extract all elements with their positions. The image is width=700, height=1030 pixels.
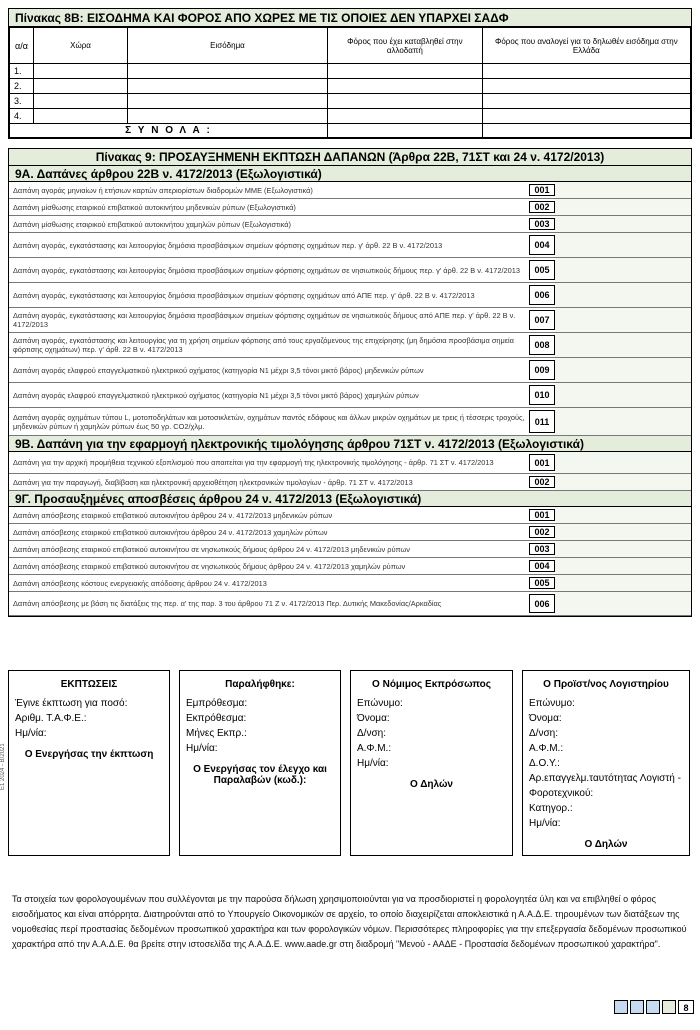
- box-field: Αρ.επαγγελμ.ταυτότητας Λογιστή - Φοροτεχνικού:: [529, 773, 681, 799]
- amount-input[interactable]: [555, 182, 691, 198]
- expense-row: [9, 592, 691, 616]
- expense-row: [9, 216, 691, 233]
- cell-input[interactable]: [128, 64, 328, 79]
- cell-input[interactable]: [34, 79, 128, 94]
- signature-box: [8, 670, 170, 856]
- expense-code: 001: [529, 184, 555, 196]
- box-field: Επώνυμο:: [357, 698, 403, 709]
- expense-label: Δαπάνη μίσθωσης εταιρικού επιβατικού αυτοκινήτου χαμηλών ρύπων (Εξωλογιστικά): [13, 219, 291, 229]
- amount-input[interactable]: [555, 308, 691, 332]
- expense-code: 005: [529, 577, 555, 589]
- amount-input[interactable]: [555, 383, 691, 407]
- expense-code: 011: [529, 410, 555, 433]
- cell-input[interactable]: [482, 94, 690, 109]
- cell-input[interactable]: [128, 79, 328, 94]
- expense-code: 003: [529, 218, 555, 230]
- expense-code: 002: [529, 526, 555, 538]
- expense-row: [9, 199, 691, 216]
- expense-label: Δαπάνη αγοράς, εγκατάστασης και λειτουργίας δημόσια προσβάσιμων σημείων φόρτισης οχημάτων περ. γ' άρθ. 22 Β ν. 4172/2013: [13, 240, 443, 250]
- expense-code: 006: [529, 285, 555, 305]
- page-box: [614, 1000, 628, 1014]
- box-field: Επώνυμο:: [529, 698, 575, 709]
- cell-input[interactable]: [34, 64, 128, 79]
- amount-input[interactable]: [555, 507, 691, 523]
- section-9b-title: 9Β. Δαπάνη για την εφαρμογή ηλεκτρονικής τιμολόγησης άρθρου 71ΣΤ ν. 4172/2013 (Εξωλογιστικά): [9, 436, 691, 452]
- box-field: Ημ/νία:: [357, 758, 389, 769]
- totals-label: Σ Υ Ν Ο Λ Α :: [10, 124, 328, 138]
- box-title: Παραλήφθηκε:: [225, 679, 295, 690]
- expense-code: 001: [529, 509, 555, 521]
- expense-code: 010: [529, 385, 555, 405]
- expense-label: Δαπάνη μίσθωσης εταιρικού επιβατικού αυτοκινήτου μηδενικών ρύπων (Εξωλογιστικά): [13, 202, 296, 212]
- expense-code: 004: [529, 560, 555, 572]
- total-input[interactable]: [328, 124, 483, 138]
- row-number: 3.: [10, 94, 34, 109]
- expense-label: Δαπάνη απόσβεσης εταιρικού επιβατικού αυτοκινήτου άρθρου 24 ν. 4172/2013 χαμηλών ρύπων: [13, 527, 328, 537]
- box-field: Εκπρόθεσμα:: [186, 713, 247, 724]
- box-field: Όνομα:: [357, 713, 390, 724]
- privacy-note: Τα στοιχεία των φορολογουμένων που συλλέγονται με την παρούσα δήλωση χρησιμοποιούνται για να προσδιοριστεί η φορολογητέα ύλη και να επιβληθεί ο φόρος εισοδήματος και είναι απόρρητα. Διατηρούνται από το Υπουργείο Οικονομικών σε αρχείο, το οποίο διαχειρίζεται αποκλειστικά η Α.Α.Δ.Ε. τηρουμένων των διατάξεων της νομοθεσίας περί προστασίας δεδομένων προσωπικού χαρακτήρα και των φορολογικών νόμων. Περισσότερες πληροφορίες για την επεξεργασία δεδομένων προσωπικού χαρακτήρα από την Α.Α.Δ.Ε. θα βρείτε στην ιστοσελίδα της Α.Α.Δ.Ε. www.aade.gr στη διαδρομή "Μενού - ΑΑΔΕ - Προστασία δεδομένων προσωπικού χαρακτήρα".: [12, 894, 687, 949]
- box-title: Ο Νόμιμος Εκπρόσωπος: [372, 679, 491, 690]
- amount-input[interactable]: [555, 541, 691, 557]
- col-income: Εισόδημα: [128, 28, 328, 64]
- expense-row: [9, 541, 691, 558]
- amount-input[interactable]: [555, 558, 691, 574]
- amount-input[interactable]: [555, 452, 691, 473]
- expense-code: 003: [529, 543, 555, 555]
- cell-input[interactable]: [482, 64, 690, 79]
- amount-input[interactable]: [555, 283, 691, 307]
- expense-row: [9, 507, 691, 524]
- box-field: Έγινε έκπτωση για ποσό:: [15, 698, 128, 709]
- amount-input[interactable]: [555, 408, 691, 435]
- expense-code: 006: [529, 594, 555, 613]
- signature-box: [179, 670, 341, 856]
- page-number: 8: [678, 1000, 694, 1014]
- signature-box: [350, 670, 513, 856]
- expense-row: [9, 383, 691, 408]
- table-9-title: Πίνακας 9: ΠΡΟΣΑΥΞΗΜΕΝΗ ΕΚΠΤΩΣΗ ΔΑΠΑΝΩΝ (Άρθρα 22Β, 71ΣΤ και 24 ν. 4172/2013): [9, 149, 691, 166]
- expense-label: Δαπάνη απόσβεσης κόστους ενεργειακής απόδοσης άρθρου 24 ν. 4172/2013: [13, 578, 267, 588]
- row-number: 1.: [10, 64, 34, 79]
- cell-input[interactable]: [328, 64, 483, 79]
- cell-input[interactable]: [128, 94, 328, 109]
- expense-label: Δαπάνη αγοράς οχημάτων τύπου L, μοτοποδηλάτων και μοτοσικλετών, οχημάτων παντός εδάφους και άλλων μικρών οχημάτων με τρεις ή τέσσερις τροχούς, μηδενικών ρύπων ή χαμηλών ρύπων έως 50 γρ. CO2/χλμ.: [13, 412, 525, 431]
- box-field: Εμπρόθεσμα:: [186, 698, 248, 709]
- col-aa: α/α: [10, 28, 34, 64]
- col-tax-greece: Φόρος που αναλογεί για το δηλωθέν εισόδημα στην Ελλάδα: [482, 28, 690, 64]
- expense-row: [9, 182, 691, 199]
- cell-input[interactable]: [482, 109, 690, 124]
- amount-input[interactable]: [555, 474, 691, 490]
- cell-input[interactable]: [34, 94, 128, 109]
- table-8b-title: Πίνακας 8Β: ΕΙΣΟΔΗΜΑ ΚΑΙ ΦΟΡΟΣ ΑΠΟ ΧΩΡΕΣ ΜΕ ΤΙΣ ΟΠΟΙΕΣ ΔΕΝ ΥΠΑΡΧΕΙ ΣΑΔΦ: [9, 9, 691, 27]
- expense-label: Δαπάνη απόσβεσης εταιρικού επιβατικού αυτοκινήτου άρθρου 24 ν. 4172/2013 μηδενικών ρύπων: [13, 510, 333, 520]
- expense-row: [9, 233, 691, 258]
- box-field: Όνομα:: [529, 713, 562, 724]
- expense-label: Δαπάνη απόσβεσης με βάση τις διατάξεις της περ. α' της παρ. 3 του άρθρου 71 Ζ ν. 4172/2013 Περ. Δυτικής Μακεδονίας/Αρκαδίας: [13, 599, 442, 608]
- expense-row: [9, 308, 691, 333]
- expense-label: Δαπάνη αγοράς ελαφρού επαγγελματικού ηλεκτρικού οχήματος (κατηγορία Ν1 μέχρι 3,5 τόνοι μικτό βάρος) μηδενικών ρύπων: [13, 365, 424, 375]
- expense-label: Δαπάνη αγοράς, εγκατάστασης και λειτουργίας δημόσια προσβάσιμων σημείων φόρτισης οχημάτων σε νησιωτικούς δήμους περ. γ' άρθ. 22 Β ν. 4172/2013: [13, 265, 520, 275]
- page-box: [646, 1000, 660, 1014]
- box-signature: Ο Δηλών: [410, 779, 453, 790]
- expense-code: 008: [529, 335, 555, 355]
- amount-input[interactable]: [555, 524, 691, 540]
- side-code: Ε1 2024 - Β/2021: [0, 743, 6, 790]
- expense-row: [9, 358, 691, 383]
- row-number: 4.: [10, 109, 34, 124]
- signature-box: [522, 670, 690, 856]
- expense-row: [9, 408, 691, 436]
- col-tax-abroad: Φόρος που έχει καταβληθεί στην αλλοδαπή: [328, 28, 483, 64]
- box-field: Ημ/νία:: [186, 743, 218, 754]
- amount-input[interactable]: [555, 199, 691, 215]
- box-field: Δ/νση:: [529, 728, 558, 739]
- box-signature: Ο Ενεργήσας τον έλεγχο και Παραλαβών (κωδ.):: [193, 764, 327, 786]
- page-box: [630, 1000, 644, 1014]
- expense-label: Δαπάνη για την παραγωγή, διαβίβαση και ηλεκτρονική αρχειοθέτηση ηλεκτρονικών τιμολογίων - άρθρ. 71 ΣΤ ν. 4172/2013: [13, 477, 413, 487]
- expense-code: 002: [529, 476, 555, 488]
- expense-code: 004: [529, 235, 555, 255]
- expense-row: [9, 452, 691, 474]
- table-9: [8, 148, 692, 617]
- table-8b: [8, 8, 692, 139]
- box-signature: Ο Ενεργήσας την έκπτωση: [24, 749, 154, 760]
- box-field: Μήνες Εκπρ.:: [186, 728, 247, 739]
- expense-code: 007: [529, 310, 555, 330]
- cell-input[interactable]: [482, 79, 690, 94]
- expense-label: Δαπάνη αγοράς, εγκατάστασης και λειτουργίας δημόσια προσβάσιμων σημείων φόρτισης οχημάτων σε νησιωτικούς δήμους από ΑΠΕ περ. γ' άρθ. 22 Β ν. 4172/2013: [13, 311, 516, 329]
- expense-row: [9, 524, 691, 541]
- total-input[interactable]: [482, 124, 690, 138]
- box-field: Α.Φ.Μ.:: [529, 743, 564, 754]
- amount-input[interactable]: [555, 575, 691, 591]
- expense-label: Δαπάνη για την αρχική προμήθεια τεχνικού εξοπλισμού που απαιτείται για την εφαρμογή της ηλεκτρονικής τιμολόγησης - άρθρ. 71 ΣΤ ν. 4172/2013: [13, 458, 494, 467]
- expense-label: Δαπάνη αγοράς μηνιαίων ή ετήσιων καρτών απεριορίστων διαδρομών ΜΜΕ (Εξωλογιστικά): [13, 185, 313, 195]
- box-field: Αριθμ. Τ.Α.Φ.Ε.:: [15, 713, 87, 724]
- expense-label: Δαπάνη αγοράς, εγκατάστασης και λειτουργίας για τη χρήση σημείων φόρτισης από τους εργαζόμενους της επιχείρησης (μη δημόσια προσβάσιμα σημεία φόρτισης οχημάτων) περ. γ' άρθ. 22 Β ν. 4172/2013: [13, 336, 514, 354]
- expense-code: 005: [529, 260, 555, 280]
- expense-row: [9, 474, 691, 491]
- box-field: Δ/νση:: [357, 728, 386, 739]
- expense-code: 009: [529, 360, 555, 380]
- cell-input[interactable]: [128, 109, 328, 124]
- box-signature: Ο Δηλών: [584, 839, 628, 850]
- expense-label: Δαπάνη απόσβεσης εταιρικού επιβατικού αυτοκινήτου σε νησιωτικούς δήμους άρθρου 24 ν. 4172/2013 μηδενικών ρύπων: [13, 544, 410, 554]
- box-field: Α.Φ.Μ.:: [357, 743, 392, 754]
- expense-code: 002: [529, 201, 555, 213]
- page-indicator: [614, 1000, 694, 1014]
- amount-input[interactable]: [555, 258, 691, 282]
- section-9a-title: 9Α. Δαπάνες άρθρου 22Β ν. 4172/2013 (Εξωλογιστικά): [9, 166, 691, 182]
- expense-label: Δαπάνη αγοράς, εγκατάστασης και λειτουργίας δημόσια προσβάσιμων σημείων φόρτισης οχημάτων από ΑΠΕ περ. γ' άρθ. 22 Β ν. 4172/2013: [13, 290, 475, 300]
- box-title: Ο Προϊστ/νος Λογιστηρίου: [543, 679, 669, 690]
- amount-input[interactable]: [555, 216, 691, 232]
- box-field: Δ.Ο.Υ.:: [529, 758, 560, 769]
- cell-input[interactable]: [328, 109, 483, 124]
- expense-row: [9, 283, 691, 308]
- box-field: Ημ/νία:: [529, 818, 561, 829]
- cell-input[interactable]: [328, 94, 483, 109]
- expense-label: Δαπάνη αγοράς ελαφρού επαγγελματικού ηλεκτρικού οχήματος (κατηγορία Ν1 μέχρι 3,5 τόνοι μικτό βάρος) χαμηλών ρύπων: [13, 390, 419, 400]
- expense-row: [9, 258, 691, 283]
- col-country: Χώρα: [34, 28, 128, 64]
- row-number: 2.: [10, 79, 34, 94]
- amount-input[interactable]: [555, 233, 691, 257]
- amount-input[interactable]: [555, 358, 691, 382]
- expense-row: [9, 575, 691, 592]
- box-title: ΕΚΠΤΩΣΕΙΣ: [60, 679, 118, 690]
- cell-input[interactable]: [328, 79, 483, 94]
- box-field: Κατηγορ.:: [529, 803, 573, 814]
- expense-row: [9, 333, 691, 358]
- amount-input[interactable]: [555, 592, 691, 615]
- expense-label: Δαπάνη απόσβεσης εταιρικού επιβατικού αυτοκινήτου σε νησιωτικούς δήμους άρθρου 24 ν. 4172/2013 χαμηλών ρύπων: [13, 561, 406, 571]
- box-field: Ημ/νία:: [15, 728, 47, 739]
- amount-input[interactable]: [555, 333, 691, 357]
- section-9c-title: 9Γ. Προσαυξημένες αποσβέσεις άρθρου 24 ν. 4172/2013 (Εξωλογιστικά): [9, 491, 691, 507]
- expense-row: [9, 558, 691, 575]
- cell-input[interactable]: [34, 109, 128, 124]
- page-box: [662, 1000, 676, 1014]
- expense-code: 001: [529, 454, 555, 471]
